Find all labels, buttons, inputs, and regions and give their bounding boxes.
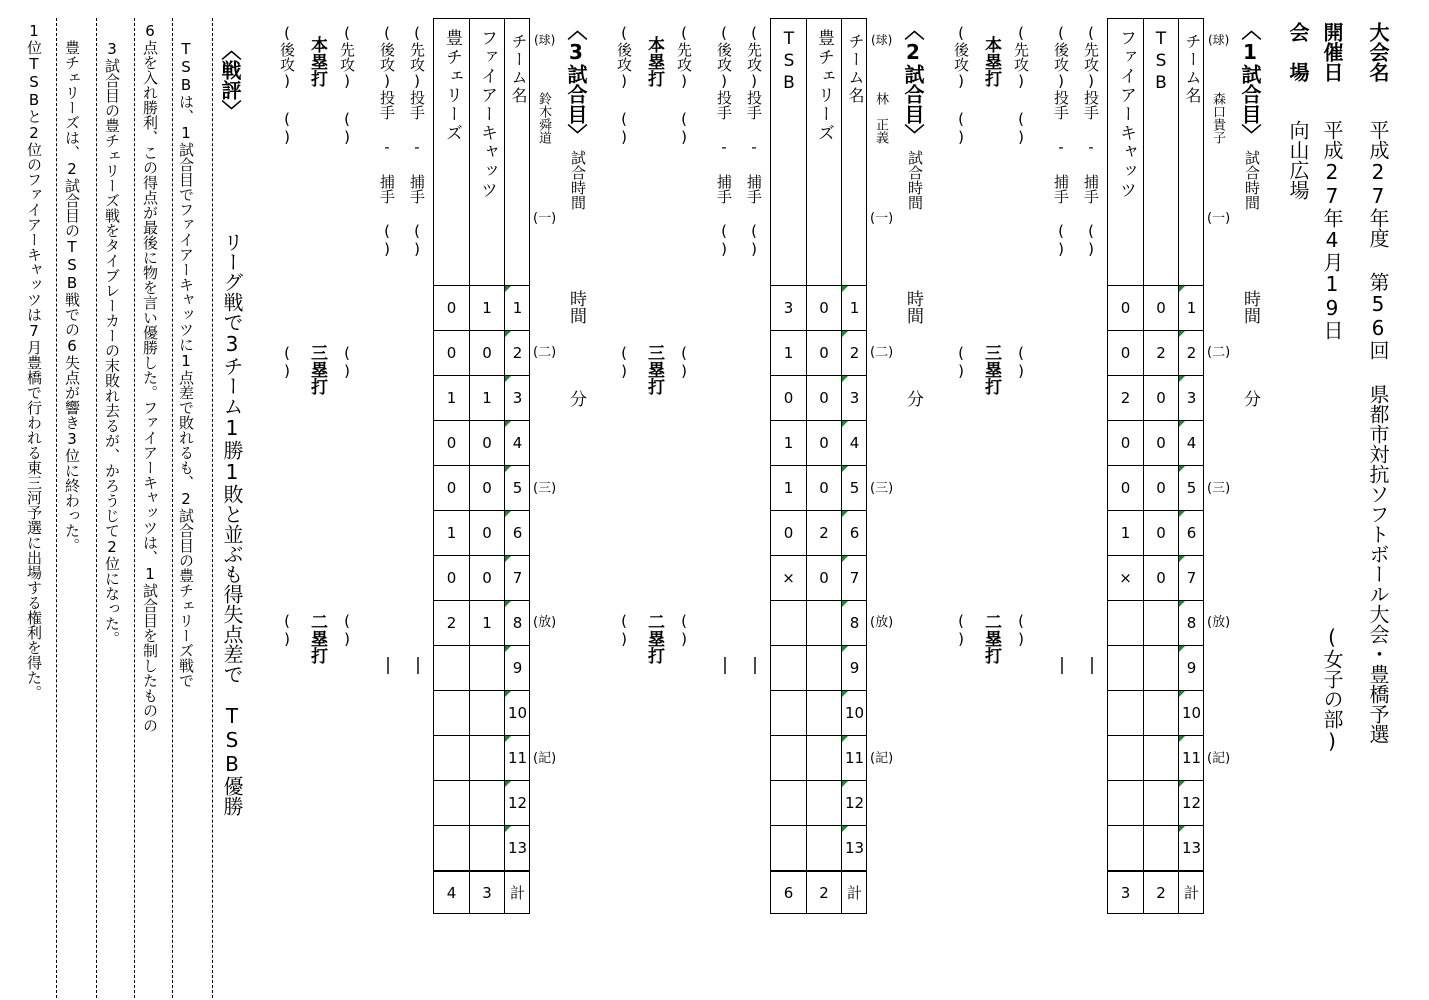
battery-bar: | — [1082, 655, 1102, 675]
battery-bar: | — [408, 655, 428, 675]
umpire-name: 林 正義 — [873, 92, 888, 144]
score-cell — [434, 645, 469, 690]
score-cell: 0 — [446, 298, 457, 317]
hit-paren: () — [278, 110, 296, 146]
hit-paren: () — [278, 612, 296, 648]
hit-paren: () — [615, 110, 633, 146]
score-cell: 1 — [783, 433, 794, 452]
triple-label: 三塁打 — [307, 344, 327, 395]
marker-icon — [505, 286, 511, 292]
marker-icon — [1179, 826, 1185, 832]
score-cell: 2 — [1120, 388, 1131, 407]
score-cell — [807, 690, 841, 735]
score-cell: 0 — [1120, 298, 1131, 317]
score-cell — [1108, 735, 1143, 780]
marker-icon — [505, 466, 511, 472]
total-label: 計 — [1183, 884, 1199, 902]
score-cell — [470, 825, 504, 870]
battery-bar: | — [715, 655, 735, 675]
team-header: チーム名 — [846, 33, 865, 105]
umpire-role: (放) — [870, 615, 894, 630]
umpire-role: (一) — [870, 211, 894, 226]
home-run-label: 本塁打 — [644, 36, 664, 87]
score-cell: × — [1119, 568, 1132, 587]
umpire-role: (二) — [870, 345, 894, 360]
inning-number: 1 — [849, 298, 860, 317]
game-minute-label: 分 — [903, 390, 923, 407]
review-line: 豊チェリーズは、2試合目のTSB戦での6失点が響き3位に終わった。 — [63, 40, 81, 553]
inning-number: 9 — [849, 658, 860, 677]
marker-icon — [842, 781, 848, 787]
hit-paren: () — [675, 612, 693, 648]
score-cell: 0 — [783, 523, 794, 542]
score-cell: 1 — [446, 388, 457, 407]
inning-number: 2 — [849, 343, 860, 362]
marker-icon — [842, 691, 848, 697]
inning-number: 1 — [1186, 298, 1197, 317]
marker-icon — [1179, 331, 1185, 337]
score-cell: 0 — [819, 433, 829, 452]
double-label: 二塁打 — [307, 613, 327, 664]
score-cell — [771, 780, 806, 825]
score-cell — [434, 690, 469, 735]
score-cell — [1144, 690, 1178, 735]
score-cell — [470, 735, 504, 780]
inning-number: 3 — [849, 388, 860, 407]
score-cell — [1108, 780, 1143, 825]
triple-label: 三塁打 — [981, 344, 1001, 395]
score-cell — [771, 645, 806, 690]
review-divider — [56, 18, 57, 998]
review-line: 6点を入れ勝利、この得点が最後に物を言い優勝した。ファイアーキャッツは、1試合目を制したものの — [141, 22, 159, 733]
hit-paren: () — [278, 344, 296, 380]
game-hour-label: 時間 — [1240, 290, 1260, 324]
inning-number: 4 — [1186, 433, 1197, 452]
inning-number: 8 — [512, 613, 523, 632]
score-cell: 0 — [482, 433, 492, 452]
umpire-mark: (球) — [534, 33, 556, 47]
score-cell: 1 — [783, 343, 794, 362]
team-name: ファイアーキャッツ — [477, 29, 497, 200]
score-table — [1107, 18, 1204, 914]
division-label: (女子の部) — [1320, 625, 1344, 753]
score-cell — [807, 645, 841, 690]
inning-number: 10 — [507, 703, 528, 722]
inning-number: 11 — [1181, 748, 1202, 767]
umpire-role: (放) — [1207, 615, 1231, 630]
marker-icon — [505, 781, 511, 787]
side-second: (後攻) — [952, 24, 970, 90]
marker-icon — [842, 511, 848, 517]
game-hour-label: 時間 — [903, 290, 923, 324]
hit-paren: () — [615, 344, 633, 380]
marker-icon — [505, 646, 511, 652]
score-cell: 2 — [819, 523, 829, 542]
umpire-role: (二) — [1207, 345, 1231, 360]
team-name: 豊チェリーズ — [814, 29, 834, 143]
battery-second: (後攻)投手 - 捕手 () — [1052, 24, 1070, 258]
marker-icon — [842, 421, 848, 427]
hit-paren: () — [675, 344, 693, 380]
score-cell: 2 — [446, 613, 457, 632]
game-minute-label: 分 — [566, 390, 586, 407]
team-name: ファイアーキャッツ — [1116, 29, 1136, 200]
inning-number: 12 — [1181, 793, 1202, 812]
hit-paren: () — [1012, 612, 1030, 648]
score-table — [433, 18, 530, 914]
side-first: (先攻) — [675, 24, 693, 90]
score-cell: 0 — [1156, 298, 1166, 317]
home-run-label: 本塁打 — [981, 36, 1001, 87]
score-cell: 0 — [819, 343, 829, 362]
umpire-mark: (球) — [871, 33, 893, 47]
inning-number: 9 — [1186, 658, 1197, 677]
inning-number: 11 — [844, 748, 865, 767]
total-cell: 6 — [783, 883, 794, 902]
inning-number: 6 — [1186, 523, 1197, 542]
game-time-label: 試合時間 — [1243, 150, 1261, 210]
score-cell: 0 — [482, 343, 492, 362]
score-cell — [1108, 645, 1143, 690]
score-cell: 2 — [1156, 343, 1166, 362]
marker-icon — [1179, 466, 1185, 472]
game-time-label: 試合時間 — [906, 150, 924, 210]
review-divider — [96, 18, 97, 998]
team-header: チーム名 — [1183, 33, 1202, 105]
inning-number: 3 — [512, 388, 523, 407]
umpire-role: (記) — [870, 751, 894, 766]
score-cell: 0 — [819, 478, 829, 497]
inning-number: 8 — [1186, 613, 1197, 632]
battery-bar: | — [1052, 655, 1072, 675]
inning-number: 5 — [512, 478, 523, 497]
game-minute-label: 分 — [1240, 390, 1260, 407]
battery-second: (後攻)投手 - 捕手 () — [715, 24, 733, 258]
battery-first: (先攻)投手 - 捕手 () — [745, 24, 763, 258]
score-cell: 0 — [783, 388, 794, 407]
inning-number: 13 — [507, 838, 528, 857]
score-cell — [1144, 645, 1178, 690]
score-cell: 1 — [482, 388, 492, 407]
score-cell: 0 — [1156, 388, 1166, 407]
marker-icon — [1179, 511, 1185, 517]
score-cell: 0 — [446, 433, 457, 452]
score-cell: 0 — [1120, 433, 1131, 452]
review-divider — [212, 18, 213, 998]
venue-label: 会 場 — [1286, 22, 1310, 82]
inning-number: 1 — [512, 298, 523, 317]
umpire-name: 鈴木舜道 — [536, 92, 551, 144]
marker-icon — [505, 691, 511, 697]
umpire-role: (三) — [533, 481, 557, 496]
title-label: 大会名 — [1366, 22, 1390, 82]
marker-icon — [842, 826, 848, 832]
marker-icon — [505, 826, 511, 832]
hit-paren: () — [615, 612, 633, 648]
score-cell — [1144, 600, 1178, 645]
battery-bar: | — [378, 655, 398, 675]
marker-icon — [1179, 736, 1185, 742]
umpire-role: (三) — [1207, 481, 1231, 496]
inning-number: 10 — [844, 703, 865, 722]
review-line: TSBは、1試合目でファイアーキャッツに1点差で敗れるも、2試合目の豊チェリーズ戦で — [177, 40, 195, 688]
team-name: 豊チェリーズ — [442, 29, 462, 143]
date-label: 開催日 — [1320, 22, 1344, 82]
game-label: 〈2試合目〉 — [901, 20, 925, 144]
battery-first: (先攻)投手 - 捕手 () — [408, 24, 426, 258]
marker-icon — [1179, 421, 1185, 427]
marker-icon — [1179, 781, 1185, 787]
marker-icon — [1179, 376, 1185, 382]
inning-number: 4 — [512, 433, 523, 452]
score-cell — [807, 825, 841, 870]
score-cell — [470, 645, 504, 690]
hit-paren: () — [952, 110, 970, 146]
score-cell — [434, 780, 469, 825]
score-cell: 0 — [819, 568, 829, 587]
inning-number: 3 — [1186, 388, 1197, 407]
score-cell — [771, 825, 806, 870]
inning-number: 4 — [849, 433, 860, 452]
review-label: 〈戦評〉 — [218, 40, 242, 120]
score-cell: 1 — [783, 478, 794, 497]
score-cell — [807, 780, 841, 825]
total-cell: 4 — [446, 883, 457, 902]
total-cell: 2 — [1156, 883, 1166, 902]
marker-icon — [842, 286, 848, 292]
date-value: 平成27年4月19日 — [1320, 120, 1344, 340]
marker-icon — [505, 511, 511, 517]
marker-icon — [842, 736, 848, 742]
marker-icon — [505, 736, 511, 742]
marker-icon — [842, 601, 848, 607]
score-table — [770, 18, 867, 914]
hit-paren: () — [952, 344, 970, 380]
inning-number: 7 — [849, 568, 860, 587]
score-cell: 0 — [482, 523, 492, 542]
inning-number: 2 — [1186, 343, 1197, 362]
score-cell: 0 — [1156, 523, 1166, 542]
hit-paren: () — [952, 612, 970, 648]
umpire-mark: (球) — [1208, 33, 1230, 47]
review-divider — [172, 18, 173, 998]
score-cell — [807, 735, 841, 780]
inning-number: 13 — [1181, 838, 1202, 857]
umpire-role: (記) — [533, 751, 557, 766]
marker-icon — [1179, 646, 1185, 652]
hit-paren: () — [338, 110, 356, 146]
score-cell — [771, 600, 806, 645]
total-cell: 3 — [482, 883, 492, 902]
double-label: 二塁打 — [981, 613, 1001, 664]
score-cell: 3 — [783, 298, 794, 317]
side-first: (先攻) — [1012, 24, 1030, 90]
umpire-role: (一) — [1207, 211, 1231, 226]
team-name: TSB — [1151, 29, 1171, 95]
game-time-label: 試合時間 — [569, 150, 587, 210]
score-cell: 0 — [482, 568, 492, 587]
score-cell: 0 — [446, 343, 457, 362]
side-first: (先攻) — [338, 24, 356, 90]
inning-number: 5 — [849, 478, 860, 497]
score-cell: 0 — [1156, 478, 1166, 497]
score-cell — [771, 690, 806, 735]
marker-icon — [842, 556, 848, 562]
score-cell: 0 — [446, 568, 457, 587]
umpire-role: (一) — [533, 211, 557, 226]
inning-number: 13 — [844, 838, 865, 857]
score-cell: 0 — [1156, 568, 1166, 587]
umpire-name: 森口貴子 — [1210, 92, 1225, 144]
review-headline: リーグ戦で3チーム1勝1敗と並ぶも得失点差で TSB優勝 — [220, 232, 244, 816]
hit-paren: () — [338, 344, 356, 380]
review-divider — [134, 18, 135, 998]
score-cell — [1144, 780, 1178, 825]
side-second: (後攻) — [278, 24, 296, 90]
hit-paren: () — [1012, 110, 1030, 146]
inning-number: 9 — [512, 658, 523, 677]
umpire-role: (三) — [870, 481, 894, 496]
score-cell — [807, 600, 841, 645]
inning-number: 2 — [512, 343, 523, 362]
score-cell: × — [782, 568, 795, 587]
marker-icon — [505, 601, 511, 607]
inning-number: 8 — [849, 613, 860, 632]
game-label: 〈3試合目〉 — [564, 20, 588, 144]
total-label: 計 — [846, 884, 862, 902]
hit-paren: () — [1012, 344, 1030, 380]
marker-icon — [1179, 601, 1185, 607]
score-cell: 1 — [446, 523, 457, 542]
score-cell — [1144, 825, 1178, 870]
score-cell — [1108, 600, 1143, 645]
marker-icon — [842, 646, 848, 652]
side-second: (後攻) — [615, 24, 633, 90]
marker-icon — [505, 421, 511, 427]
inning-number: 7 — [1186, 568, 1197, 587]
marker-icon — [842, 331, 848, 337]
marker-icon — [842, 466, 848, 472]
review-line: 1位TSBと2位のファイアーキャッツは7月豊橋で行われる東三河予選に出場する権利を得た。 — [25, 22, 43, 700]
inning-number: 11 — [507, 748, 528, 767]
score-cell — [771, 735, 806, 780]
triple-label: 三塁打 — [644, 344, 664, 395]
battery-bar: | — [745, 655, 765, 675]
team-header: チーム名 — [509, 33, 528, 105]
review-line: 3試合目の豊チェリーズ戦をタイブレーカーの末敗れ去るが、かろうじて2位になった。 — [103, 40, 121, 646]
inning-number: 12 — [844, 793, 865, 812]
score-cell: 0 — [446, 478, 457, 497]
score-cell — [470, 780, 504, 825]
marker-icon — [1179, 691, 1185, 697]
game-label: 〈1試合目〉 — [1238, 20, 1262, 144]
score-cell — [1108, 825, 1143, 870]
marker-icon — [842, 376, 848, 382]
inning-number: 6 — [512, 523, 523, 542]
marker-icon — [1179, 286, 1185, 292]
score-cell — [434, 735, 469, 780]
home-run-label: 本塁打 — [307, 36, 327, 87]
inning-number: 10 — [1181, 703, 1202, 722]
score-cell: 1 — [482, 298, 492, 317]
marker-icon — [505, 556, 511, 562]
venue-value: 向山広場 — [1286, 120, 1310, 200]
team-name: TSB — [779, 29, 799, 95]
score-cell — [434, 825, 469, 870]
score-cell — [1144, 735, 1178, 780]
score-cell: 0 — [1156, 433, 1166, 452]
marker-icon — [505, 376, 511, 382]
score-cell — [1108, 690, 1143, 735]
umpire-role: (記) — [1207, 751, 1231, 766]
score-cell: 0 — [1120, 478, 1131, 497]
score-cell: 0 — [482, 478, 492, 497]
tournament-title: 平成27年度 第56回 県都市対抗ソフトボール大会・豊橋予選 — [1366, 120, 1390, 744]
hit-paren: () — [338, 612, 356, 648]
inning-number: 12 — [507, 793, 528, 812]
total-label: 計 — [509, 884, 525, 902]
score-cell — [470, 690, 504, 735]
total-cell: 2 — [819, 883, 829, 902]
inning-number: 5 — [1186, 478, 1197, 497]
score-cell: 1 — [1120, 523, 1131, 542]
score-cell: 0 — [819, 298, 829, 317]
score-cell: 0 — [819, 388, 829, 407]
umpire-role: (放) — [533, 615, 557, 630]
total-cell: 3 — [1120, 883, 1131, 902]
game-hour-label: 時間 — [566, 290, 586, 324]
double-label: 二塁打 — [644, 613, 664, 664]
marker-icon — [1179, 556, 1185, 562]
inning-number: 6 — [849, 523, 860, 542]
marker-icon — [505, 331, 511, 337]
score-cell: 1 — [482, 613, 492, 632]
battery-second: (後攻)投手 - 捕手 () — [378, 24, 396, 258]
battery-first: (先攻)投手 - 捕手 () — [1082, 24, 1100, 258]
hit-paren: () — [675, 110, 693, 146]
umpire-role: (二) — [533, 345, 557, 360]
score-cell: 0 — [1120, 343, 1131, 362]
inning-number: 7 — [512, 568, 523, 587]
